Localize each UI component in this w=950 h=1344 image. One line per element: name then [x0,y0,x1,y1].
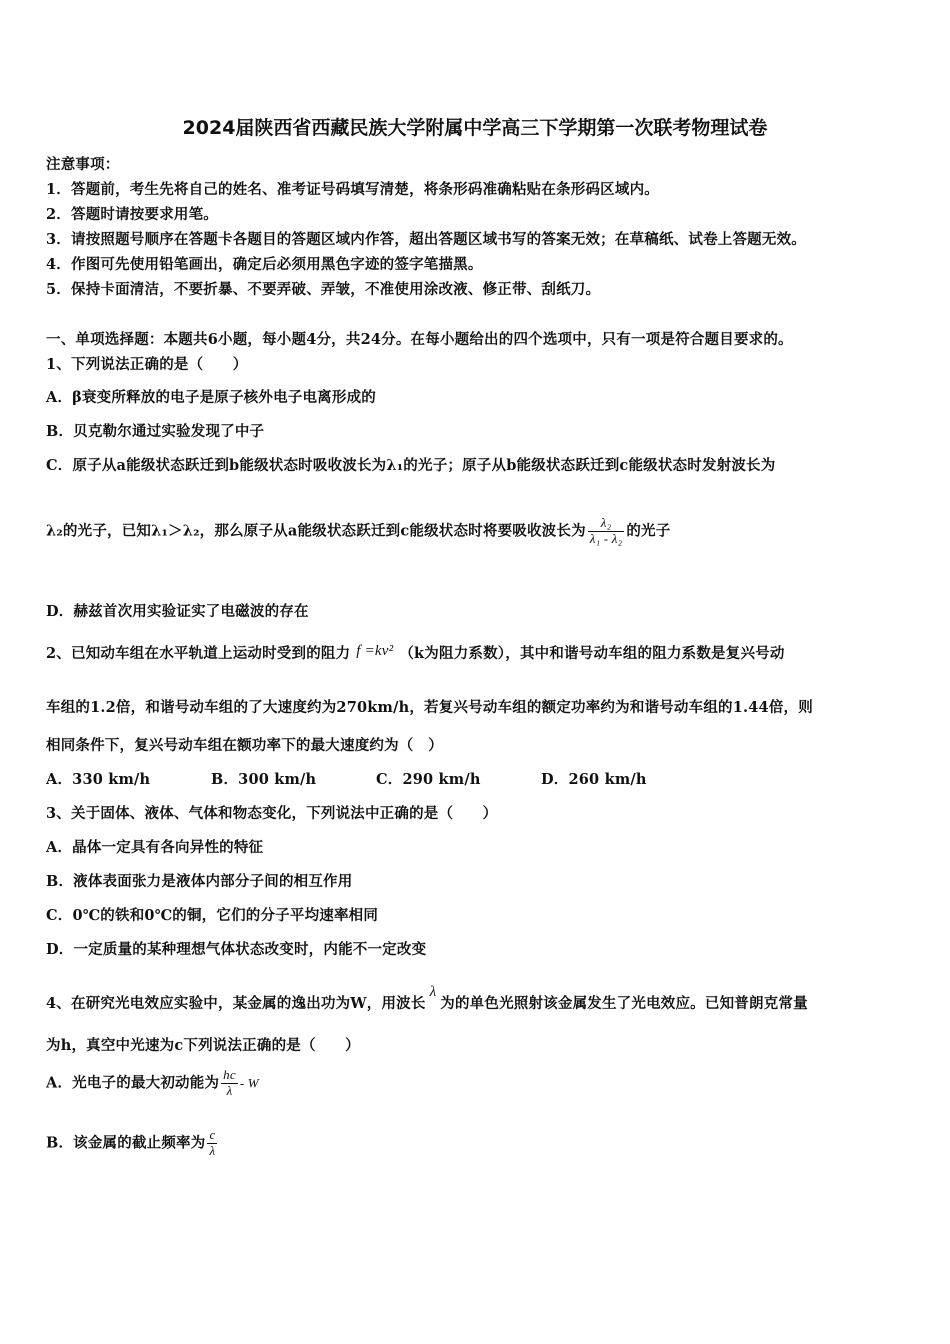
q1-option-b: B．贝克勒尔通过实验发现了中子 [46,423,265,440]
q4-b-frac-den: λ [209,1142,216,1158]
q4-text-post: 为的单色光照射该金属发生了光电效应。已知普朗克常量 [440,995,808,1012]
q4-a-frac-num: hc [223,1067,236,1082]
q4-a-minus-w: - W [239,1075,259,1091]
q3-stem: 3、关于固体、液体、气体和物态变化，下列说法中正确的是（ ） [46,805,498,822]
q1-option-a: A．β衰变所释放的电子是原子核外电子电离形成的 [46,389,376,406]
q1-option-c-line1: C．原子从a能级状态跃迁到b能级状态时吸收波长为λ₁的光子；原子从b能级状态跃迁到c能级状态时发射波长为 [46,457,776,474]
q1-option-c-line2 [46,516,670,547]
q1-option-d: D．赫兹首次用实验证实了电磁波的存在 [46,603,309,620]
notice-item-2: 2．答题时请按要求用笔。 [46,206,218,223]
q1-c-frac-num: λ₂ [588,516,625,532]
notice-item-3: 3．请按照题号顺序在答题卡各题目的答题区域内作答，超出答题区域书写的答案无效；在草稿纸、试卷上答题无效。 [46,231,806,248]
q2-option-c: C．290 km/h [376,771,481,788]
q2-formula: f =kv² [356,643,394,659]
q3-option-c: C．0℃的铁和0℃的铜，它们的分子平均速率相同 [46,907,379,924]
q3-option-b: B．液体表面张力是液体内部分子间的相互作用 [46,873,353,890]
notice-item-5: 5．保持卡面清洁，不要折暴、不要弄破、弄皱，不准使用涂改液、修正带、刮纸刀。 [46,281,601,298]
page-title: 2024届陕西省西藏民族大学附属中学高三下学期第一次联考物理试卷 [182,117,768,139]
q2-line1 [46,642,785,663]
q4-a-text: A．光电子的最大初动能为 [46,1074,220,1092]
q2-option-d: D．260 km/h [541,771,647,788]
q1-stem: 1、下列说法正确的是（ ） [46,356,248,373]
q3-option-a: A．晶体一定具有各向异性的特征 [46,839,264,856]
section-header: 一、单项选择题：本题共6小题，每小题4分，共24分。在每小题给出的四个选项中，只有一项是符合题目要求的。 [46,331,793,348]
q4-b-text: B．该金属的截止频率为 [46,1134,206,1152]
q1-c-frac-den: λ₁ - λ₂ [589,530,623,546]
q4-option-a [46,1068,259,1099]
notice-heading: 注意事项： [46,156,120,173]
notice-item-1: 1．答题前，考生先将自己的姓名、准考证号码填写清楚，将条形码准确粘贴在条形码区域内。 [46,181,659,198]
q1-c-text-pre: λ₂的光子，已知λ₁＞λ₂，那么原子从a能级状态跃迁到c能级状态时将要吸收波长为 [46,522,586,540]
q2-option-a: A．330 km/h [46,771,151,788]
q4-a-frac-den: λ [226,1082,233,1098]
q1-c-text-post: 的光子 [626,522,671,540]
q2-text-pre: 2、已知动车组在水平轨道上运动时受到的阻力 [46,645,351,662]
q4-option-b [46,1128,219,1159]
q4-text-pre: 4、在研究光电效应实验中，某金属的逸出功为W，用波长 [46,995,426,1012]
q2-option-b: B．300 km/h [211,771,317,788]
q2-options [46,768,647,789]
notice-item-4: 4．作图可先使用铅笔画出，确定后必须用黑色字迹的签字笔描黑。 [46,256,483,273]
q4-line2: 为h，真空中光速为c下列说法正确的是（ ） [46,1037,360,1054]
q4-b-fraction [207,1128,217,1159]
q1-c-fraction [588,516,625,547]
q2-text-post: （k为阻力系数），其中和谐号动车组的阻力系数是复兴号动 [399,645,785,662]
q2-line2: 车组的1.2倍，和谐号动车组的了大速度约为270km/h，若复兴号动车组的额定功率约为和谐号动车组的1.44倍，则 [46,699,813,716]
q4-line1 [46,984,808,1013]
q4-lambda: λ [429,984,437,1000]
q4-a-fraction [221,1068,238,1099]
q2-line3: 相同条件下，复兴号动车组在额功率下的最大速度约为（ ） [46,737,443,754]
q4-b-frac-num: c [209,1127,216,1142]
q3-option-d: D．一定质量的某种理想气体状态改变时，内能不一定改变 [46,941,427,958]
